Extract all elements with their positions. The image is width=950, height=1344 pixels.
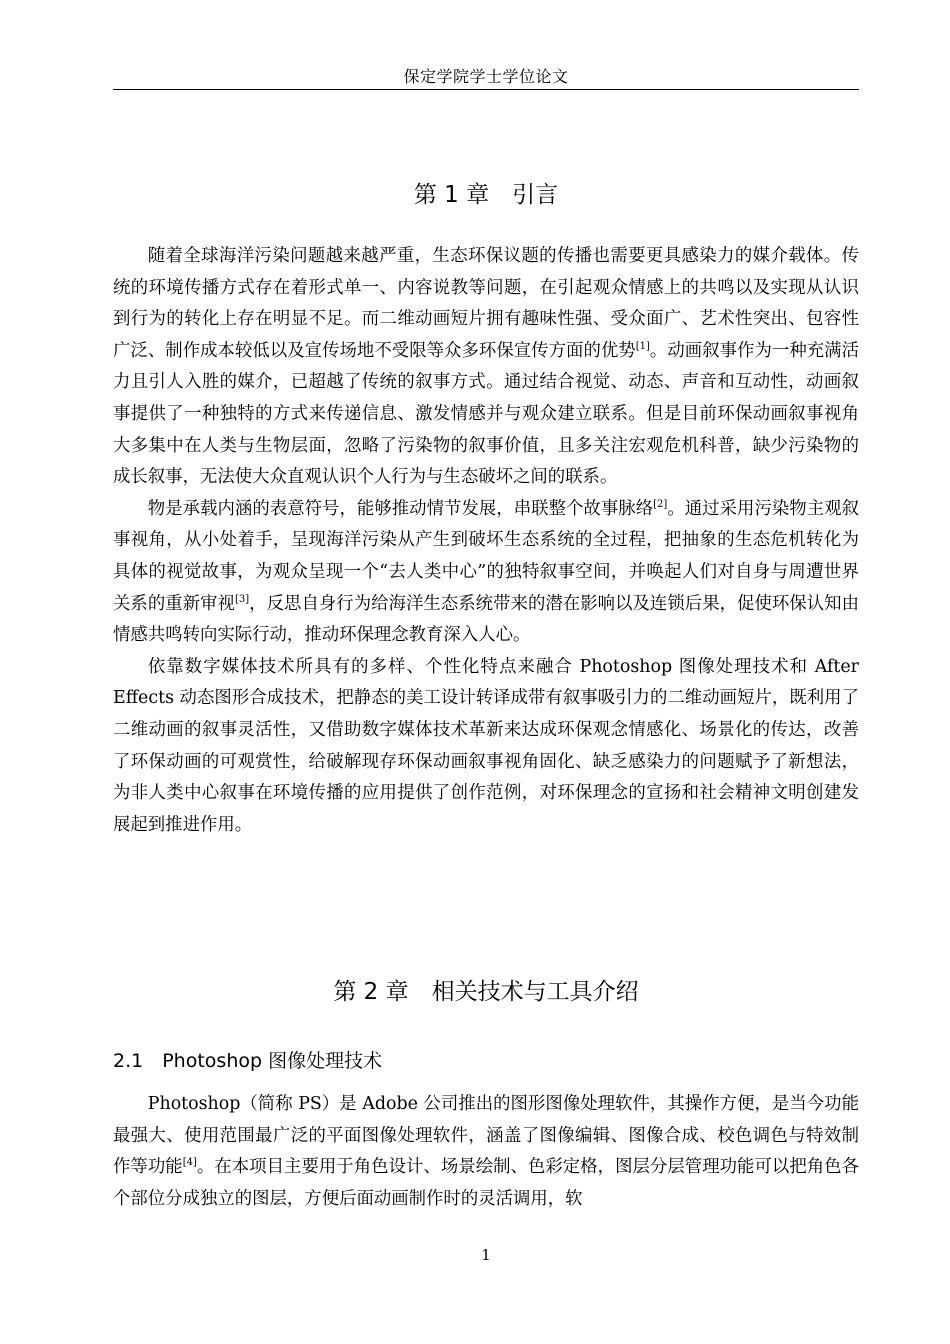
chapter-1-title: 第 1 章 引言 <box>413 182 559 208</box>
paragraph-text: 。通过采用污染物主观叙事视角，从小处着手，呈现海洋污染从产生到破坏生态系统的全过程，把抽象的生态危机转化为具体的视觉故事，为观众呈现一个“去人类中心”的独特叙事空间，并唤起人们对自身与周遭世界关系的重新审视 <box>113 498 859 614</box>
citation-marker: [2] <box>653 498 668 510</box>
section-2-1-title: 2.1 Photoshop 图像处理技术 <box>113 1050 383 1072</box>
paragraph-text: 依靠数字媒体技术所具有的多样、个性化特点来融合 Photoshop 图像处理技术和 After Effects 动态图形合成技术，把静态的美工设计转译成带有叙事吸引力的二维动画短片，既利用了二维动画的叙事灵活性，又借助数字媒体技术革新来达成环保观念情感化、场景化的传达，改善了环保动画的可观赏性，给破解现存环保动画叙事视角固化、缺乏感染力的问题赋予了新想法，为非人类中心叙事在环境传播的应用提供了创作范例，对环保理念的宣扬和社会精神文明创建发展起到推进作用。 <box>113 656 859 835</box>
chapter-2-title: 第 2 章 相关技术与工具介绍 <box>333 979 639 1005</box>
page-number: 1 <box>481 1246 491 1264</box>
citation-marker: [1] <box>635 340 650 352</box>
section-2-1-body <box>113 1089 859 1215</box>
paragraph-text: Photoshop（简称 PS）是 Adobe 公司推出的图形图像处理软件，其操作方便，是当今功能最强大、使用范围最广泛的平面图像处理软件，涵盖了图像编辑、图像合成、校色调色与特效制作等功能 <box>113 1094 859 1178</box>
chapter-1-body <box>113 241 859 841</box>
paragraph-text: 。在本项目主要用于角色设计、场景绘制、色彩定格，图层分层管理功能可以把角色各个部位分成独立的图层，方便后面动画制作时的灵活调用，软 <box>113 1157 859 1209</box>
header-divider <box>113 89 859 90</box>
paragraph <box>113 494 859 652</box>
running-header: 保定学院学士学位论文 <box>403 67 569 86</box>
paragraph <box>113 241 859 494</box>
paragraph-text: ，反思自身行为给海洋生态系统带来的潜在影响以及连锁后果，促使环保认知由情感共鸣转向实际行动，推动环保理念教育深入人心。 <box>113 593 859 646</box>
citation-marker: [4] <box>182 1157 197 1169</box>
paragraph <box>113 652 859 842</box>
paragraph <box>113 1089 859 1215</box>
citation-marker: [3] <box>234 593 250 605</box>
paragraph-text: 物是承载内涵的表意符号，能够推动情节发展，串联整个故事脉络 <box>147 498 654 519</box>
paragraph-text: 。动画叙事作为一种充满活力且引人入胜的媒介，已超越了传统的叙事方式。通过结合视觉、动态、声音和互动性，动画叙事提供了一种独特的方式来传递信息、激发情感并与观众建立联系。但是目前环保动画叙事视角大多集中在人类与生物层面，忽略了污染物的叙事价值，且多关注宏观危机科普，缺少污染物的成长叙事，无法使大众直观认识个人行为与生态破坏之间的联系。 <box>113 340 859 488</box>
paragraph-text: 随着全球海洋污染问题越来越严重，生态环保议题的传播也需要更具感染力的媒介载体。传统的环境传播方式存在着形式单一、内容说教等问题，在引起观众情感上的共鸣以及实现从认识到行为的转化上存在明显不足。而二维动画短片拥有趣味性强、受众面广、艺术性突出、包容性广泛、制作成本较低以及宣传场地不受限等众多环保宣传方面的优势 <box>113 246 859 361</box>
